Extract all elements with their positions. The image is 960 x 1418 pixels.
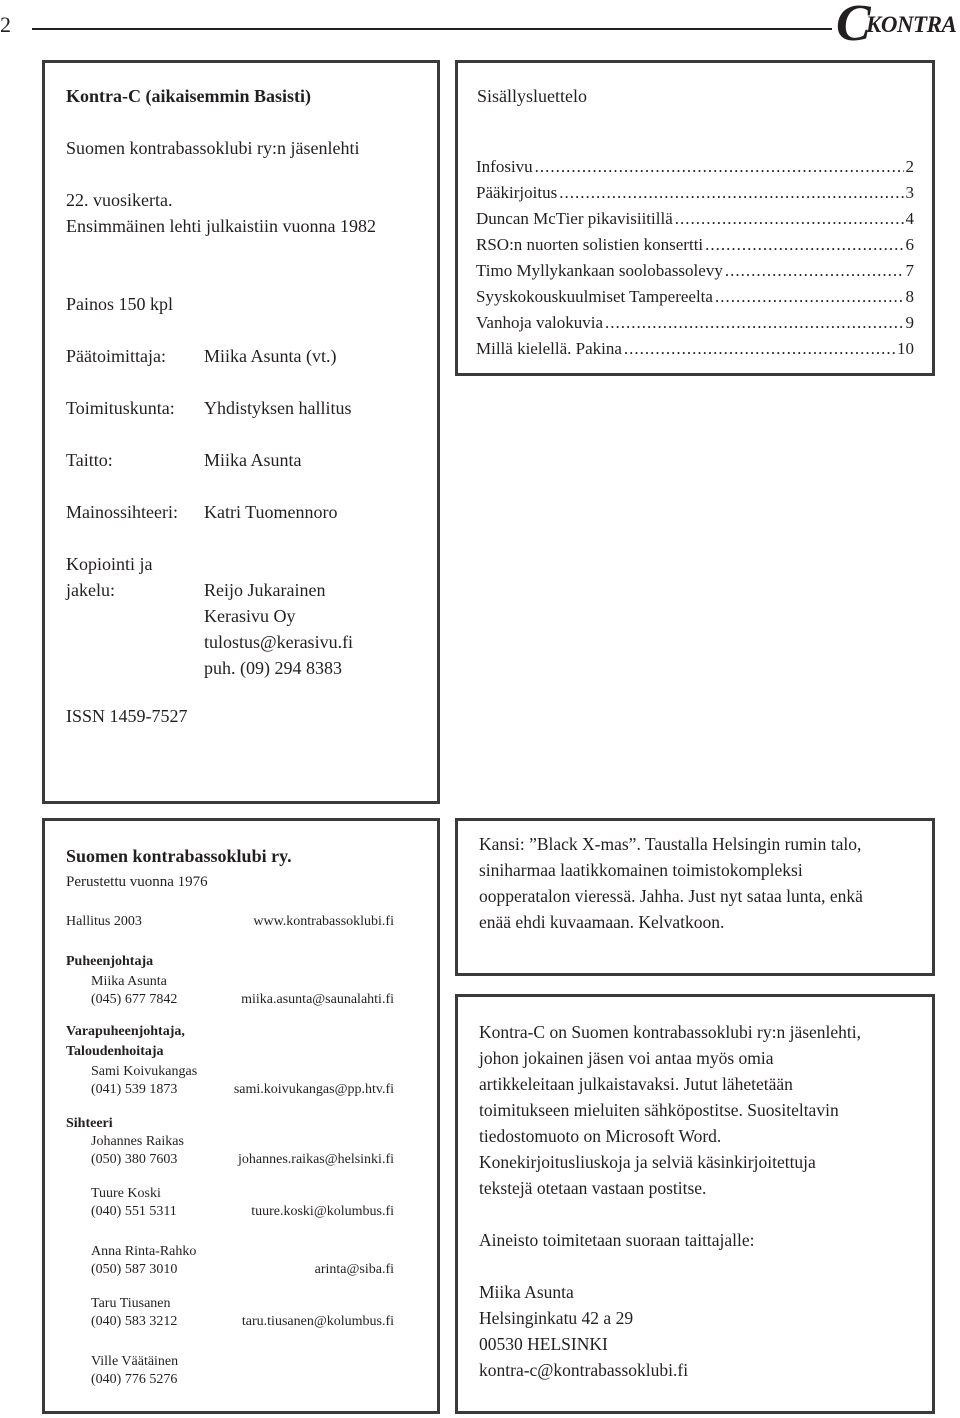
toc-item-title: Millä kielellä. Pakina [476, 339, 622, 358]
role-title: Varapuheenjohtaja, [66, 1024, 185, 1039]
address-line: Helsinginkatu 42 a 29 [479, 1308, 634, 1328]
member-name: Anna Rinta-Rahko [91, 1244, 197, 1259]
member-email[interactable]: miika.asunta@saunalahti.fi [241, 992, 394, 1007]
toc-leader-dots [715, 287, 904, 307]
board-year: Hallitus 2003 [66, 914, 142, 929]
toc-item[interactable] [476, 209, 914, 235]
toc-leader-dots [675, 209, 904, 229]
cover-box [455, 818, 935, 976]
toc-item-page: 2 [905, 157, 914, 176]
toc-item-page: 4 [905, 209, 914, 228]
cover-text [479, 831, 863, 935]
toc-item-page: 3 [905, 183, 914, 202]
send-to: Aineisto toimitetaan suoraan taittajalle: [479, 1230, 755, 1250]
layout-value: Miika Asunta [204, 450, 302, 470]
first-issue: Ensimmäinen lehti julkaistiin vuonna 1982 [66, 216, 376, 236]
toc-item-title: Vanhoja valokuvia [476, 313, 603, 332]
contrib-line: johon jokainen jäsen voi antaa myös omia [479, 1048, 774, 1068]
toc-leader-dots [705, 235, 903, 255]
contrib-line: Konekirjoitusliuskoja ja selviä käsinkirjoitettuja [479, 1152, 816, 1172]
toc-item-title: Infosivu [476, 157, 533, 176]
toc-heading: Sisällysluettelo [477, 86, 587, 106]
toc-item[interactable] [476, 287, 914, 313]
address-line: 00530 HELSINKI [479, 1334, 608, 1354]
toc-leader-dots [725, 261, 904, 281]
cover-line: siniharmaa laatikkomainen toimistokompleksi [479, 860, 803, 880]
magazine-subtitle: Suomen kontrabassoklubi ry:n jäsenlehti [66, 138, 360, 158]
member-name: Tuure Koski [91, 1186, 161, 1201]
committee-value: Yhdistyksen hallitus [204, 398, 352, 418]
role-title: Taloudenhoitaja [66, 1044, 164, 1059]
logo-text: KONTRA [866, 12, 957, 37]
member-email[interactable]: arinta@siba.fi [314, 1262, 394, 1277]
member-email[interactable]: sami.koivukangas@pp.htv.fi [233, 1082, 394, 1097]
member-email[interactable]: taru.tiusanen@kolumbus.fi [241, 1314, 394, 1329]
copy-value: puh. (09) 294 8383 [204, 658, 342, 678]
toc-item[interactable] [476, 339, 914, 365]
member-phone: (040) 551 5311 [91, 1204, 177, 1219]
contrib-line: artikkeleitaan julkaistavaksi. Jutut lähetetään [479, 1074, 793, 1094]
editor-label: Päätoimittaja: [66, 346, 166, 366]
member-phone: (050) 587 3010 [91, 1262, 178, 1277]
copy-value: Reijo Jukarainen [204, 580, 326, 600]
toc-item-title: Timo Myllykankaan soolobassolevy [476, 261, 723, 280]
copy-label-1: Kopiointi ja [66, 554, 153, 574]
toc-item-page: 8 [905, 287, 914, 306]
contrib-paragraph [479, 1019, 861, 1201]
toc-item[interactable] [476, 261, 914, 287]
address [479, 1279, 688, 1383]
toc-item-page: 6 [905, 235, 914, 254]
print-run: Painos 150 kpl [66, 294, 174, 314]
contrib-line: tekstejä otetaan vastaan postitse. [479, 1178, 707, 1198]
contrib-box [455, 994, 935, 1414]
member-email[interactable]: johannes.raikas@helsinki.fi [238, 1152, 394, 1167]
club-founded: Perustettu vuonna 1976 [66, 874, 208, 890]
toc-item-page: 9 [905, 313, 914, 332]
member-name: Johannes Raikas [91, 1134, 184, 1149]
ads-value: Katri Tuomennoro [204, 502, 338, 522]
logo-letter: C [836, 0, 871, 52]
address-line: Miika Asunta [479, 1282, 574, 1302]
member-phone: (045) 677 7842 [91, 992, 178, 1007]
club-name: Suomen kontrabassoklubi ry. [66, 846, 292, 866]
cover-line: enää ehdi kuvaamaan. Kelvatkoon. [479, 912, 725, 932]
toc-item-page: 7 [905, 261, 914, 280]
club-website[interactable]: www.kontrabassoklubi.fi [253, 914, 394, 929]
copy-value: Kerasivu Oy [204, 606, 296, 626]
toc-item-title: Pääkirjoitus [476, 183, 558, 202]
role-title: Sihteeri [66, 1116, 113, 1131]
cover-line: oopperatalon vieressä. Jahha. Just nyt sataa lunta, enkä [479, 886, 863, 906]
volume: 22. vuosikerta. [66, 190, 173, 210]
address-email[interactable]: kontra-c@kontrabassoklubi.fi [479, 1360, 689, 1380]
member-name: Taru Tiusanen [91, 1296, 171, 1311]
member-phone: (040) 583 3212 [91, 1314, 178, 1329]
member-email[interactable]: tuure.koski@kolumbus.fi [251, 1204, 394, 1219]
copy-label-2: jakelu: [66, 580, 115, 600]
toc-item-title: Syyskokouskuulmiset Tampereelta [476, 287, 713, 306]
toc-item[interactable] [476, 157, 914, 183]
copy-value: tulostus@kerasivu.fi [204, 632, 354, 652]
toc-item[interactable] [476, 183, 914, 209]
kontra-logo [832, 0, 960, 52]
club-box [42, 818, 440, 1414]
page-number: 2 [0, 12, 11, 37]
header-rule [32, 28, 832, 30]
info-box [42, 60, 440, 804]
contrib-line: tiedostomuoto on Microsoft Word. [479, 1126, 722, 1146]
cover-line: Kansi: ”Black X-mas”. Taustalla Helsingin rumin talo, [479, 834, 862, 854]
toc-leader-dots [624, 339, 895, 359]
member-name: Sami Koivukangas [91, 1064, 198, 1079]
toc-item[interactable] [476, 313, 914, 339]
ads-label: Mainossihteeri: [66, 502, 178, 522]
role-title: Puheenjohtaja [66, 954, 154, 969]
magazine-title: Kontra-C (aikaisemmin Basisti) [66, 86, 311, 106]
member-phone: (050) 380 7603 [91, 1152, 178, 1167]
toc-leader-dots [559, 183, 903, 203]
toc-item-page: 10 [897, 339, 914, 358]
member-phone: (040) 776 5276 [91, 1372, 178, 1387]
toc-leader-dots [535, 157, 904, 177]
contrib-line: Kontra-C on Suomen kontrabassoklubi ry:n jäsenlehti, [479, 1022, 862, 1042]
editor-value: Miika Asunta (vt.) [204, 346, 337, 366]
toc-item-title: RSO:n nuorten solistien konsertti [476, 235, 704, 254]
issn: ISSN 1459-7527 [66, 706, 188, 726]
member-phone: (041) 539 1873 [91, 1082, 178, 1097]
toc-leader-dots [605, 313, 904, 333]
layout-label: Taitto: [66, 450, 113, 470]
member-name: Ville Väätäinen [91, 1354, 179, 1369]
committee-label: Toimituskunta: [66, 398, 175, 418]
toc-item[interactable] [476, 235, 914, 261]
toc-item-title: Duncan McTier pikavisiitillä [476, 209, 673, 228]
member-name: Miika Asunta [91, 974, 167, 989]
contrib-line: toimitukseen mieluiten sähköpostitse. Suositeltavin [479, 1100, 839, 1120]
